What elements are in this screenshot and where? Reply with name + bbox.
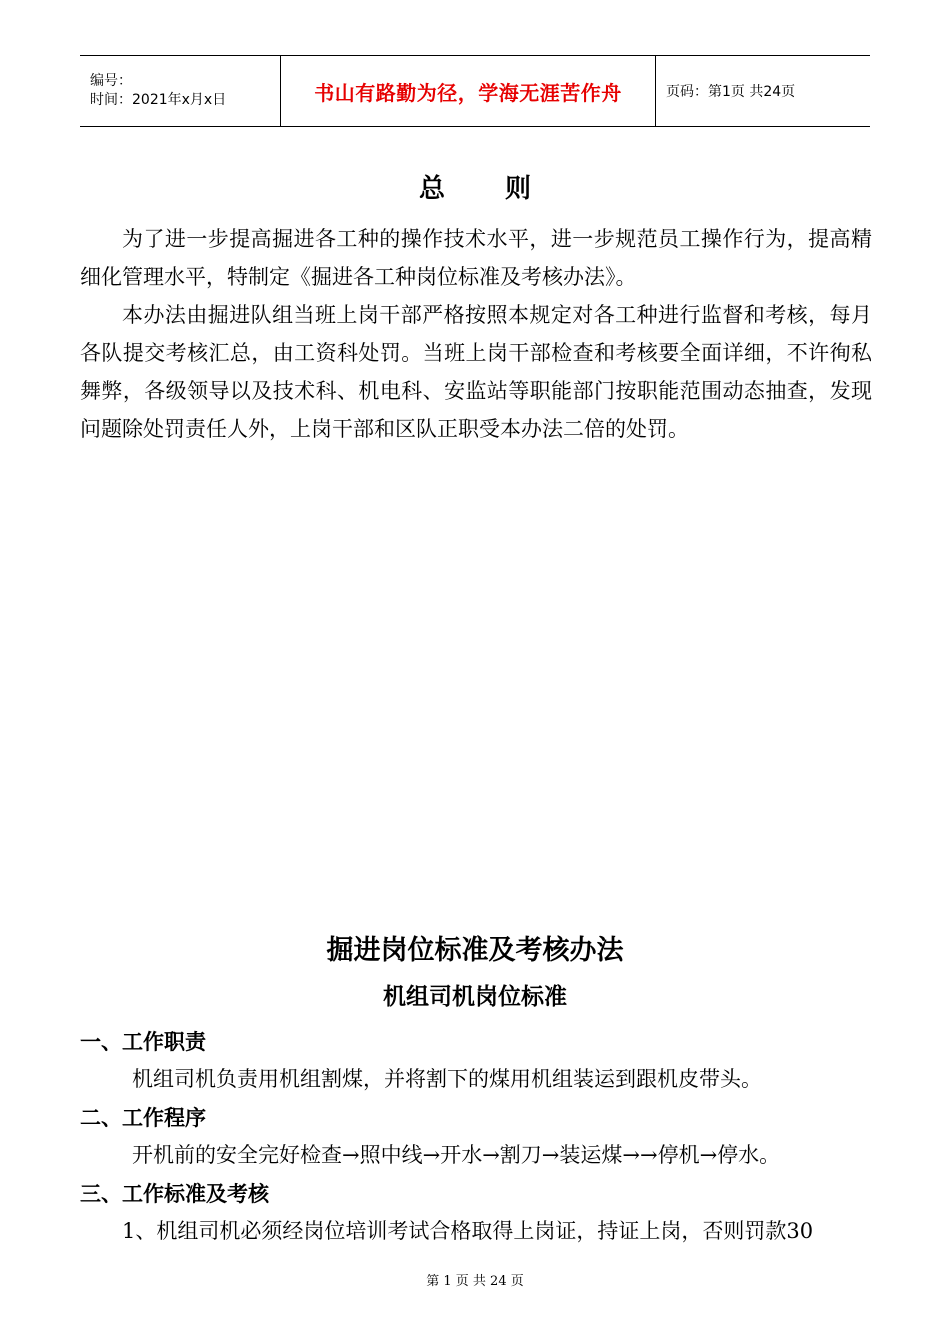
number-label: 编号： <box>90 73 132 89</box>
header-meta <box>80 56 280 126</box>
section-body-duties: 机组司机负责用机组割煤，并将割下的煤用机组装运到跟机皮带头。 <box>132 1067 762 1091</box>
general-paragraph-1: 为了进一步提高掘进各工种的操作技术水平，进一步规范员工操作行为，提高精细化管理水平，特制定《掘进各工种岗位标准及考核办法》。 <box>80 227 872 289</box>
section-heading-duties: 一、工作职责 <box>80 1030 206 1054</box>
header-table <box>80 55 870 127</box>
date-label: 时间：2021年x月x日 <box>90 92 227 108</box>
general-paragraph-2: 本办法由掘进队组当班上岗干部严格按照本规定对各工种进行监督和考核，每月各队提交考核汇总，由工资科处罚。当班上岗干部检查和考核要全面详细，不许徇私舞弊，各级领导以及技术科、机电科、安监站等职能部门按职能范围动态抽查，发现问题除处罚责任人外，上岗干部和区队正职受本办法二倍的处罚。 <box>80 303 872 441</box>
document-title: 掘进岗位标准及考核办法 <box>326 935 624 966</box>
section-heading-standards: 三、工作标准及考核 <box>80 1182 269 1206</box>
section-body-standards: 1、机组司机必须经岗位培训考试合格取得上岗证，持证上岗，否则罚款30 <box>122 1219 814 1243</box>
motto: 书山有路勤为径，学海无涯苦作舟 <box>280 56 656 126</box>
section-body-procedure: 开机前的安全完好检查→照中线→开水→割刀→装运煤→→停机→停水。 <box>132 1143 781 1167</box>
page-label: 页码：第1页 共24页 <box>666 84 796 100</box>
section-heading-procedure: 二、工作程序 <box>80 1106 206 1130</box>
document-subtitle: 机组司机岗位标准 <box>383 984 567 1010</box>
page-footer: 第 1 页 共 24 页 <box>426 1274 524 1289</box>
general-title: 总则 <box>418 174 591 204</box>
